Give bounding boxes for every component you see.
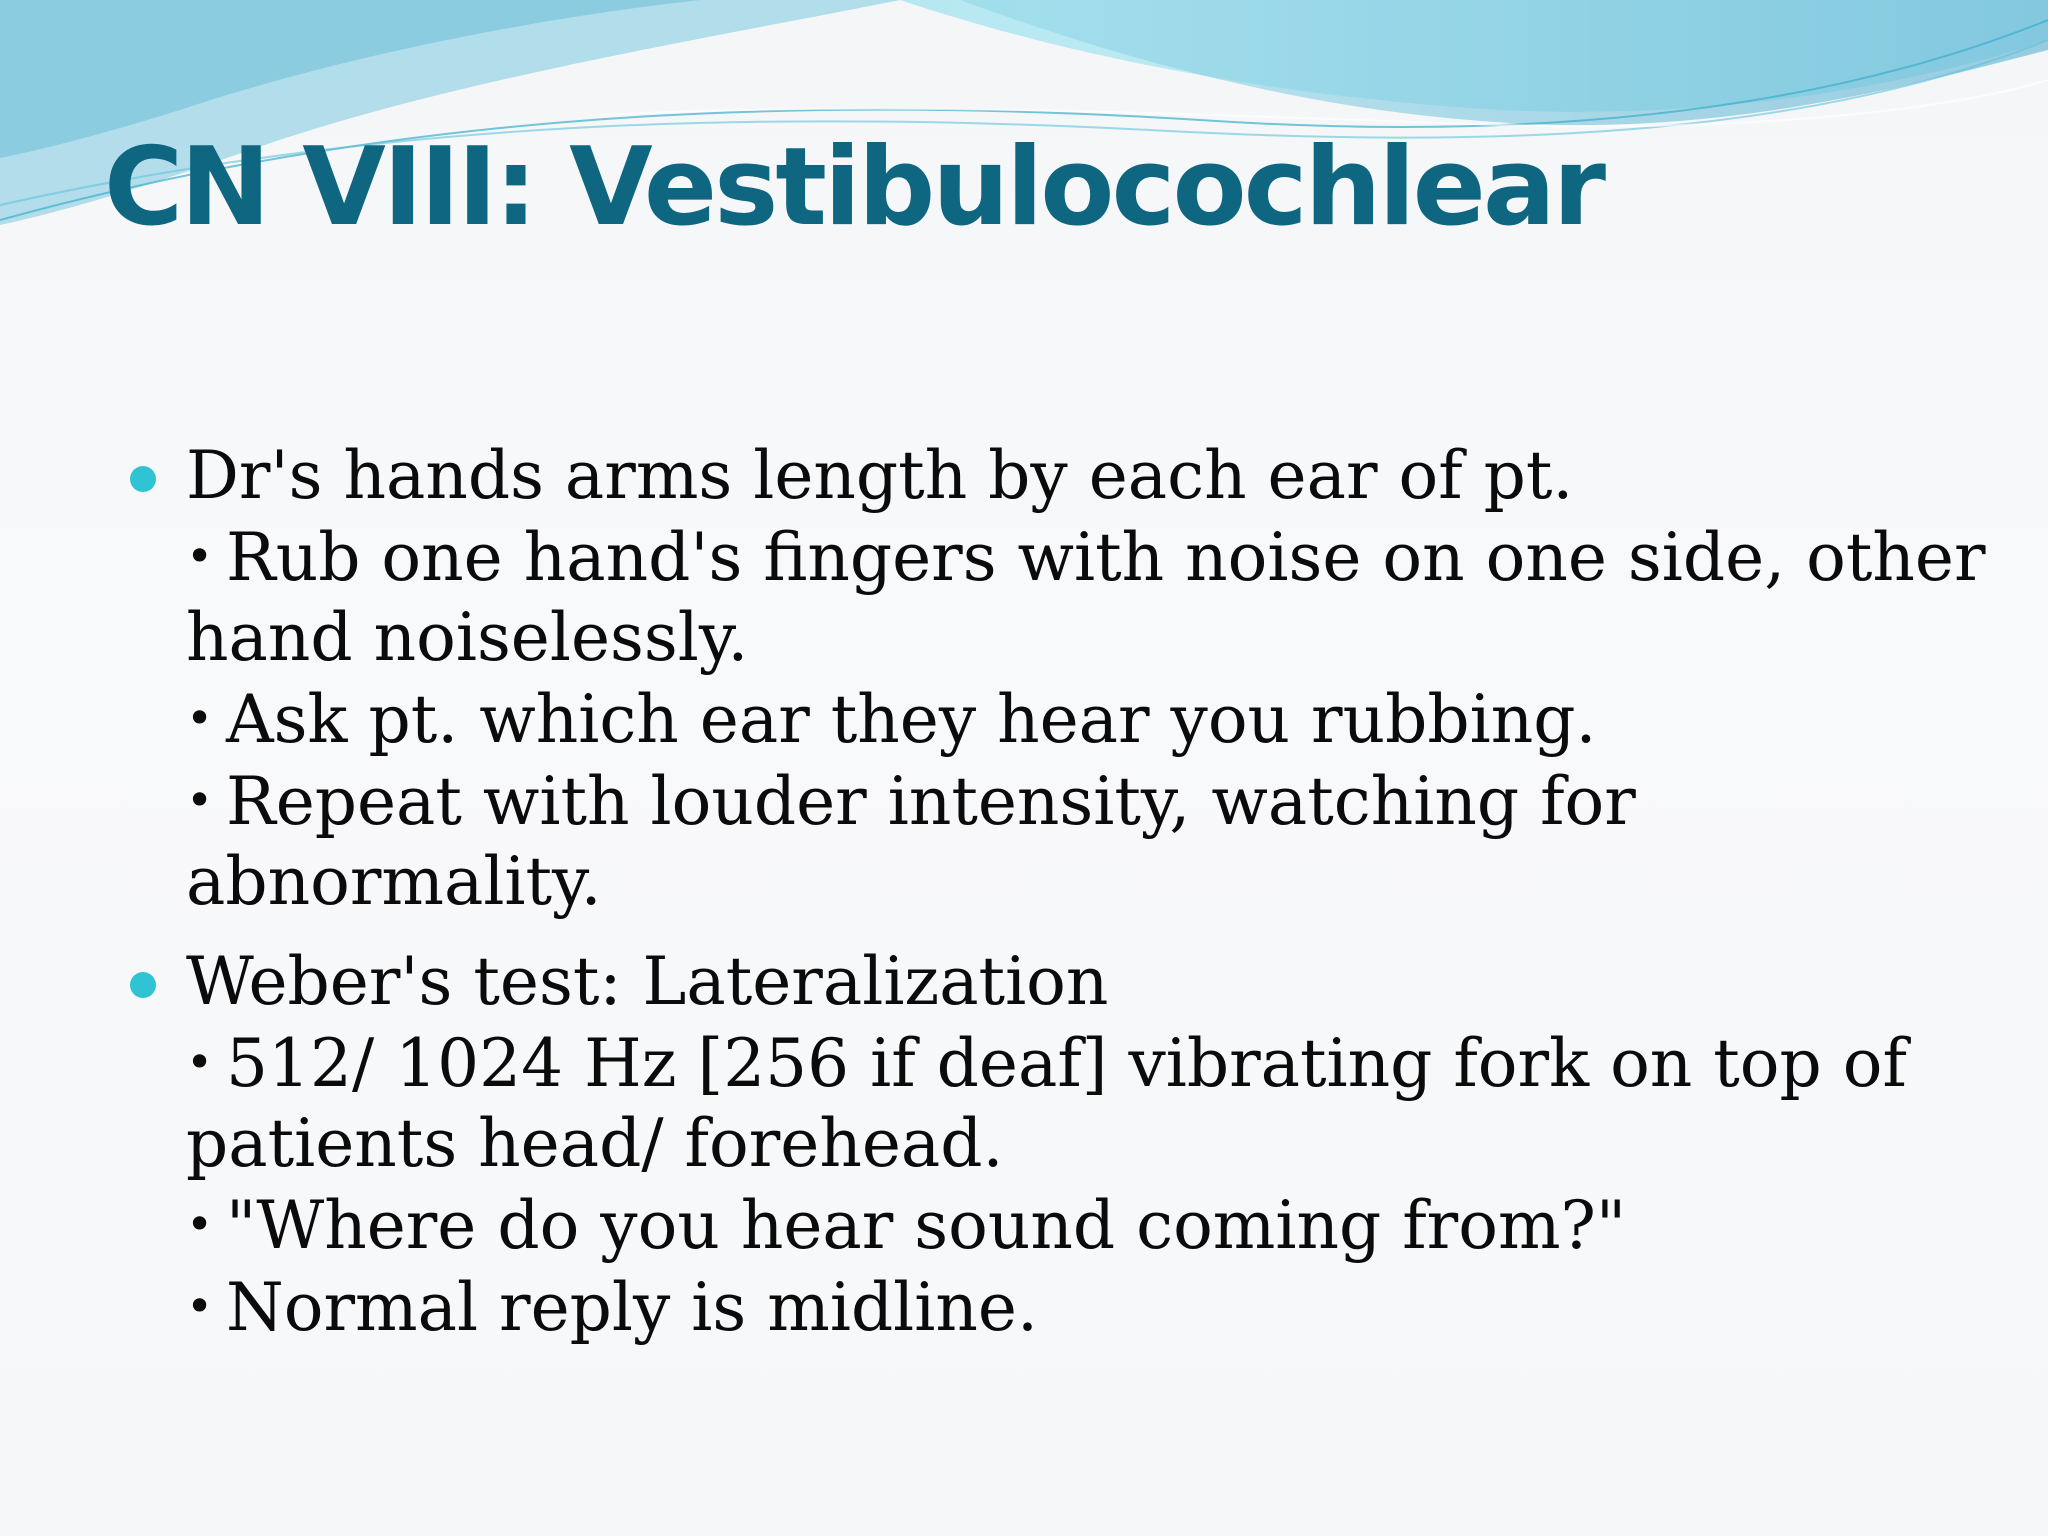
slide-title: CN VIII: Vestibulocochlear bbox=[104, 125, 1603, 250]
sub-item bbox=[186, 1022, 1928, 1184]
sub-item-text: Ask pt. which ear they hear you rubbing. bbox=[226, 681, 1597, 758]
sub-bullet-icon: • bbox=[186, 1279, 214, 1333]
sub-item-text: Rub one hand's fingers with noise on one side, other bbox=[226, 519, 1986, 596]
sub-item bbox=[186, 1184, 1928, 1266]
sub-item-text: Normal reply is midline. bbox=[226, 1269, 1038, 1346]
sub-item-text: patients head/ forehead. bbox=[186, 1105, 1004, 1182]
sub-item-text: 512/ 1024 Hz [256 if deaf] vibrating fork on top of bbox=[226, 1025, 1907, 1102]
sub-item bbox=[186, 760, 1928, 922]
bullet-text: Dr's hands arms length by each ear of pt. bbox=[186, 437, 1574, 514]
bullet-dot-icon bbox=[130, 972, 156, 998]
sub-item bbox=[186, 516, 1986, 678]
bullet-item bbox=[128, 942, 1928, 1348]
bullet-dot-icon bbox=[130, 466, 156, 492]
sub-item-text: abnormality. bbox=[186, 843, 602, 920]
sub-bullet-icon: • bbox=[186, 1035, 214, 1089]
sub-bullet-icon: • bbox=[186, 691, 214, 745]
bullet-text: Weber's test: Lateralization bbox=[186, 943, 1109, 1020]
sub-bullet-icon: • bbox=[186, 529, 214, 583]
sub-item bbox=[186, 1266, 1928, 1348]
sub-bullet-icon: • bbox=[186, 773, 214, 827]
sub-bullet-icon: • bbox=[186, 1197, 214, 1251]
sub-item-text: "Where do you hear sound coming from?" bbox=[226, 1187, 1627, 1264]
sub-item-text: hand noiselessly. bbox=[186, 599, 749, 676]
bullet-item bbox=[128, 436, 1986, 922]
slide-content bbox=[128, 436, 1986, 1368]
sub-item bbox=[186, 678, 1928, 760]
sub-item-text: Repeat with louder intensity, watching for bbox=[226, 763, 1636, 840]
